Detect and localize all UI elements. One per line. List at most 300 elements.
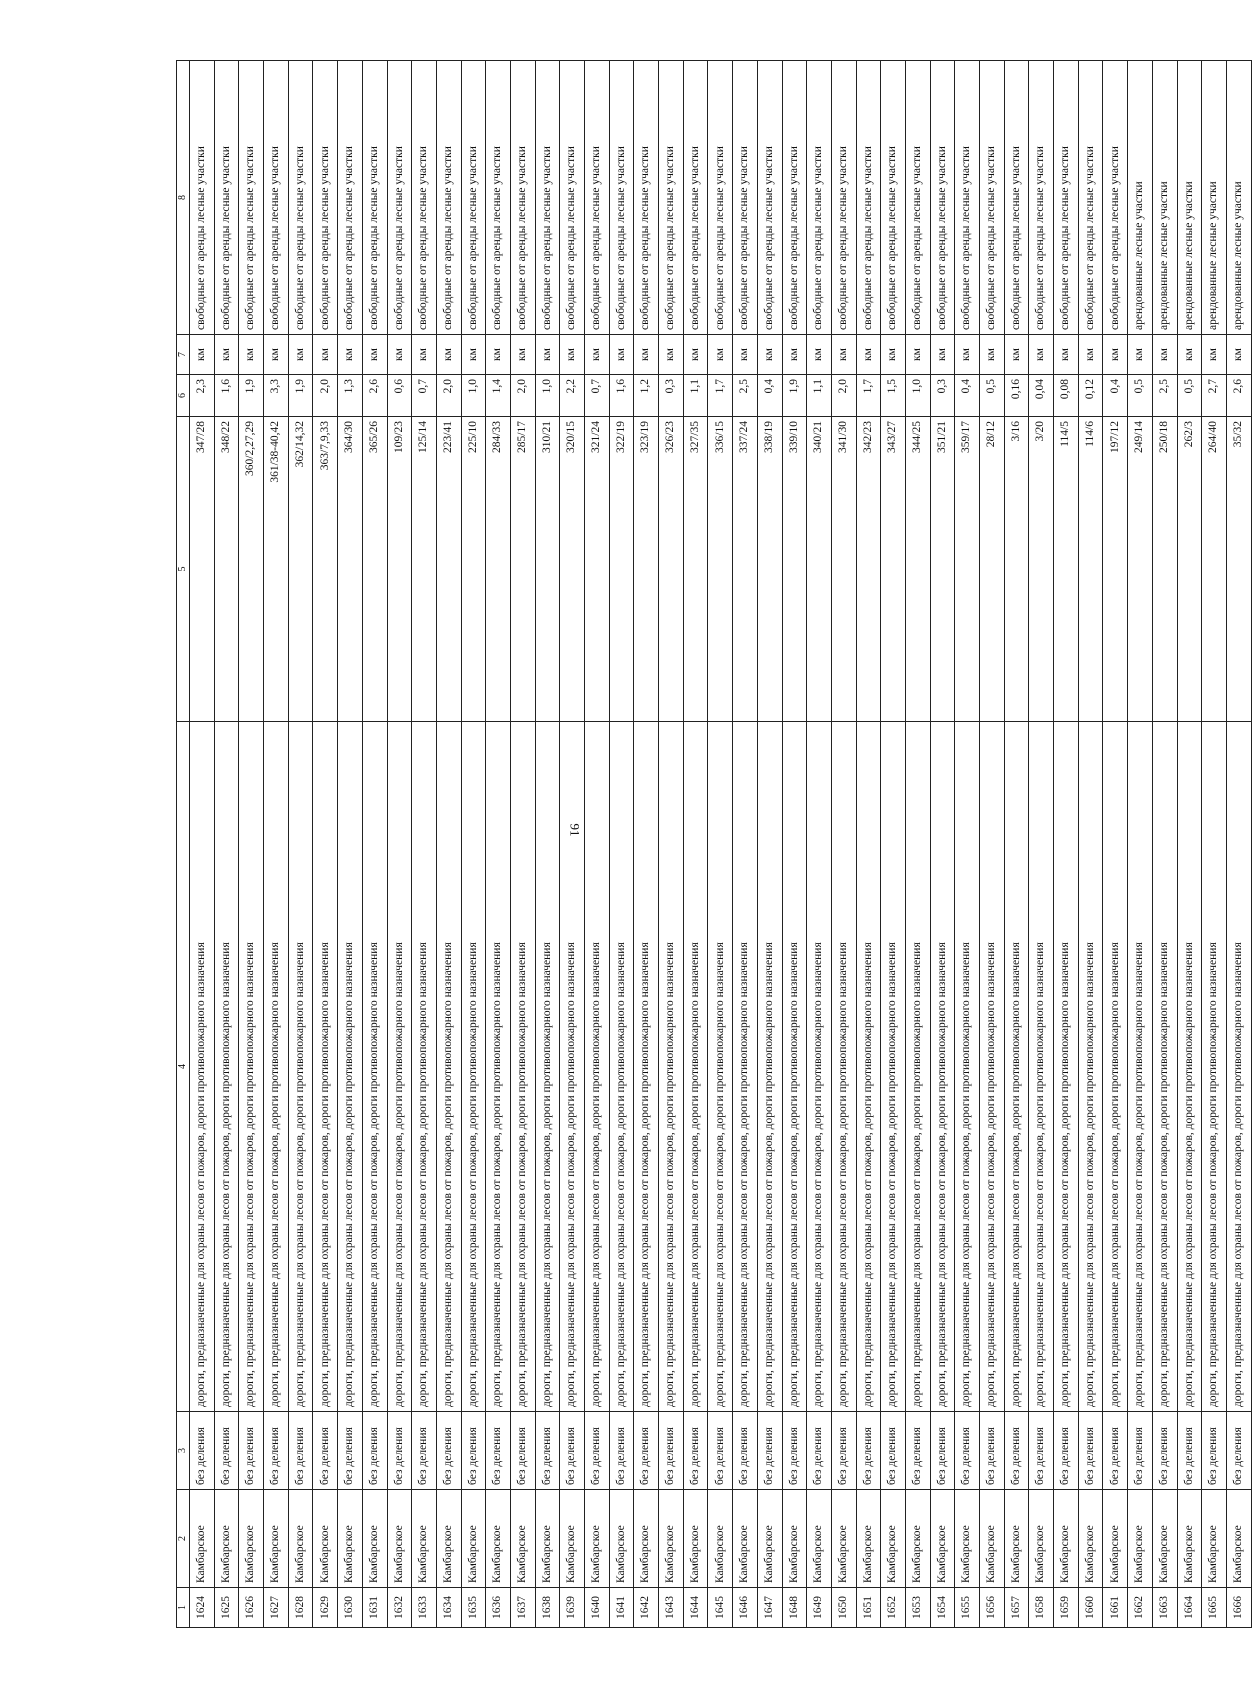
table-row [1177, 61, 1202, 1628]
district-cell: без деления [1078, 1412, 1103, 1490]
forestry-cell: Камбарское [905, 1490, 930, 1588]
table-row [609, 61, 634, 1628]
status-cell: арендованные лесные участки [1177, 61, 1202, 335]
purpose-cell: дороги, предназначенные для охраны лесов от пожаров, дороги противопожарного назначения [560, 722, 585, 1412]
status-cell: свободные от аренды лесные участки [560, 61, 585, 335]
purpose-cell: дороги, предназначенные для охраны лесов от пожаров, дороги противопожарного назначения [980, 722, 1005, 1412]
table-row [1004, 61, 1029, 1628]
purpose-cell: дороги, предназначенные для охраны лесов от пожаров, дороги противопожарного назначения [486, 722, 511, 1412]
purpose-cell: дороги, предназначенные для охраны лесов от пожаров, дороги противопожарного назначения [362, 722, 387, 1412]
forestry-cell: Камбарское [930, 1490, 955, 1588]
unit-cell: км [190, 335, 215, 375]
row-number-cell: 1653 [905, 1588, 930, 1628]
district-cell: без деления [1177, 1412, 1202, 1490]
unit-cell: км [535, 335, 560, 375]
quarter-cell: 3/16 [1004, 417, 1029, 722]
status-cell: свободные от аренды лесные участки [807, 61, 832, 335]
quarter-cell: 361/38-40,42 [264, 417, 289, 722]
length-cell: 2,0 [510, 375, 535, 417]
status-cell: свободные от аренды лесные участки [856, 61, 881, 335]
length-cell: 1,3 [338, 375, 363, 417]
table-row [338, 61, 363, 1628]
quarter-cell: 351/21 [930, 417, 955, 722]
length-cell: 1,9 [782, 375, 807, 417]
forestry-cell: Камбарское [1029, 1490, 1054, 1588]
register-sheet [176, 61, 1244, 1628]
status-cell: свободные от аренды лесные участки [955, 61, 980, 335]
quarter-cell: 337/24 [733, 417, 758, 722]
quarter-cell: 310/21 [535, 417, 560, 722]
unit-cell: км [461, 335, 486, 375]
row-number-cell: 1625 [214, 1588, 239, 1628]
district-cell: без деления [881, 1412, 906, 1490]
purpose-cell: дороги, предназначенные для охраны лесов от пожаров, дороги противопожарного назначения [264, 722, 289, 1412]
district-cell: без деления [1054, 1412, 1079, 1490]
status-cell: свободные от аренды лесные участки [782, 61, 807, 335]
purpose-cell: дороги, предназначенные для охраны лесов от пожаров, дороги противопожарного назначения [436, 722, 461, 1412]
district-cell: без деления [708, 1412, 733, 1490]
status-cell: свободные от аренды лесные участки [757, 61, 782, 335]
status-cell: свободные от аренды лесные участки [239, 61, 264, 335]
purpose-cell: дороги, предназначенные для охраны лесов от пожаров, дороги противопожарного назначения [1226, 722, 1251, 1412]
row-number-cell: 1629 [313, 1588, 338, 1628]
unit-cell: км [1103, 335, 1128, 375]
forestry-cell: Камбарское [190, 1490, 215, 1588]
district-cell: без деления [338, 1412, 363, 1490]
length-cell: 2,2 [560, 375, 585, 417]
unit-cell: км [264, 335, 289, 375]
row-number-cell: 1626 [239, 1588, 264, 1628]
district-cell: без деления [1226, 1412, 1251, 1490]
length-cell: 1,6 [609, 375, 634, 417]
district-cell: без деления [214, 1412, 239, 1490]
row-number-cell: 1663 [1152, 1588, 1177, 1628]
length-cell: 0,5 [1128, 375, 1153, 417]
purpose-cell: дороги, предназначенные для охраны лесов от пожаров, дороги противопожарного назначения [683, 722, 708, 1412]
unit-cell: км [881, 335, 906, 375]
unit-cell: км [708, 335, 733, 375]
quarter-cell: 348/22 [214, 417, 239, 722]
unit-cell: км [1152, 335, 1177, 375]
length-cell: 0,12 [1078, 375, 1103, 417]
district-cell: без деления [683, 1412, 708, 1490]
unit-cell: км [338, 335, 363, 375]
quarter-cell: 225/10 [461, 417, 486, 722]
forestry-cell: Камбарское [1103, 1490, 1128, 1588]
table-row [214, 61, 239, 1628]
row-number-cell: 1645 [708, 1588, 733, 1628]
table-row [1226, 61, 1251, 1628]
status-cell: свободные от аренды лесные участки [264, 61, 289, 335]
district-cell: без деления [239, 1412, 264, 1490]
forestry-cell: Камбарское [856, 1490, 881, 1588]
table-row [659, 61, 684, 1628]
quarter-cell: 109/23 [387, 417, 412, 722]
length-cell: 1,2 [634, 375, 659, 417]
unit-cell: км [1177, 335, 1202, 375]
status-cell: свободные от аренды лесные участки [461, 61, 486, 335]
unit-cell: км [1226, 335, 1251, 375]
purpose-cell: дороги, предназначенные для охраны лесов от пожаров, дороги противопожарного назначения [510, 722, 535, 1412]
length-cell: 2,5 [1152, 375, 1177, 417]
table-row [264, 61, 289, 1628]
table-row [535, 61, 560, 1628]
district-cell: без деления [1103, 1412, 1128, 1490]
quarter-cell: 114/5 [1054, 417, 1079, 722]
purpose-cell: дороги, предназначенные для охраны лесов от пожаров, дороги противопожарного назначения [757, 722, 782, 1412]
quarter-cell: 125/14 [412, 417, 437, 722]
row-number-cell: 1627 [264, 1588, 289, 1628]
forestry-cell: Камбарское [362, 1490, 387, 1588]
unit-cell: км [905, 335, 930, 375]
purpose-cell: дороги, предназначенные для охраны лесов от пожаров, дороги противопожарного назначения [239, 722, 264, 1412]
table-row [585, 61, 610, 1628]
column-header: 2 [177, 1490, 190, 1588]
purpose-cell: дороги, предназначенные для охраны лесов от пожаров, дороги противопожарного назначения [1054, 722, 1079, 1412]
forestry-cell: Камбарское [980, 1490, 1005, 1588]
length-cell: 2,0 [313, 375, 338, 417]
district-cell: без деления [757, 1412, 782, 1490]
quarter-cell: 3/20 [1029, 417, 1054, 722]
quarter-cell: 323/19 [634, 417, 659, 722]
forestry-cell: Камбарское [436, 1490, 461, 1588]
status-cell: свободные от аренды лесные участки [634, 61, 659, 335]
quarter-cell: 342/23 [856, 417, 881, 722]
purpose-cell: дороги, предназначенные для охраны лесов от пожаров, дороги противопожарного назначения [881, 722, 906, 1412]
table-row [190, 61, 215, 1628]
status-cell: свободные от аренды лесные участки [436, 61, 461, 335]
status-cell: свободные от аренды лесные участки [338, 61, 363, 335]
forestry-cell: Камбарское [461, 1490, 486, 1588]
unit-cell: км [659, 335, 684, 375]
quarter-cell: 264/40 [1202, 417, 1227, 722]
quarter-cell: 262/3 [1177, 417, 1202, 722]
row-number-cell: 1643 [659, 1588, 684, 1628]
forestry-cell: Камбарское [1226, 1490, 1251, 1588]
quarter-cell: 341/30 [831, 417, 856, 722]
row-number-cell: 1665 [1202, 1588, 1227, 1628]
table-row [930, 61, 955, 1628]
unit-cell: км [313, 335, 338, 375]
length-cell: 1,0 [535, 375, 560, 417]
status-cell: свободные от аренды лесные участки [905, 61, 930, 335]
forestry-cell: Камбарское [288, 1490, 313, 1588]
unit-cell: км [1004, 335, 1029, 375]
status-cell: свободные от аренды лесные участки [659, 61, 684, 335]
table-row [831, 61, 856, 1628]
row-number-cell: 1657 [1004, 1588, 1029, 1628]
unit-cell: км [486, 335, 511, 375]
district-cell: без деления [264, 1412, 289, 1490]
purpose-cell: дороги, предназначенные для охраны лесов от пожаров, дороги противопожарного назначения [585, 722, 610, 1412]
length-cell: 2,5 [733, 375, 758, 417]
purpose-cell: дороги, предназначенные для охраны лесов от пожаров, дороги противопожарного назначения [214, 722, 239, 1412]
district-cell: без деления [288, 1412, 313, 1490]
row-number-cell: 1635 [461, 1588, 486, 1628]
table-row [856, 61, 881, 1628]
length-cell: 3,3 [264, 375, 289, 417]
row-number-cell: 1636 [486, 1588, 511, 1628]
column-header: 1 [177, 1588, 190, 1628]
unit-cell: км [436, 335, 461, 375]
forestry-cell: Камбарское [1054, 1490, 1079, 1588]
status-cell: свободные от аренды лесные участки [387, 61, 412, 335]
row-number-cell: 1624 [190, 1588, 215, 1628]
row-number-cell: 1641 [609, 1588, 634, 1628]
forestry-cell: Камбарское [412, 1490, 437, 1588]
length-cell: 1,1 [683, 375, 708, 417]
row-number-cell: 1651 [856, 1588, 881, 1628]
district-cell: без деления [560, 1412, 585, 1490]
quarter-cell: 365/26 [362, 417, 387, 722]
status-cell: свободные от аренды лесные участки [733, 61, 758, 335]
row-number-cell: 1640 [585, 1588, 610, 1628]
status-cell: свободные от аренды лесные участки [1078, 61, 1103, 335]
forestry-cell: Камбарское [757, 1490, 782, 1588]
length-cell: 1,7 [708, 375, 733, 417]
purpose-cell: дороги, предназначенные для охраны лесов от пожаров, дороги противопожарного назначения [659, 722, 684, 1412]
purpose-cell: дороги, предназначенные для охраны лесов от пожаров, дороги противопожарного назначения [535, 722, 560, 1412]
status-cell: свободные от аренды лесные участки [980, 61, 1005, 335]
length-cell: 0,5 [980, 375, 1005, 417]
length-cell: 2,0 [436, 375, 461, 417]
row-number-cell: 1661 [1103, 1588, 1128, 1628]
column-header: 7 [177, 335, 190, 375]
column-header: 4 [177, 722, 190, 1412]
forest-roads-table [176, 60, 1252, 1628]
table-row [412, 61, 437, 1628]
district-cell: без деления [659, 1412, 684, 1490]
page-number: 91 [567, 823, 583, 837]
row-number-cell: 1639 [560, 1588, 585, 1628]
district-cell: без деления [362, 1412, 387, 1490]
purpose-cell: дороги, предназначенные для охраны лесов от пожаров, дороги противопожарного назначения [782, 722, 807, 1412]
row-number-cell: 1638 [535, 1588, 560, 1628]
forestry-cell: Камбарское [807, 1490, 832, 1588]
purpose-cell: дороги, предназначенные для охраны лесов от пожаров, дороги противопожарного назначения [1078, 722, 1103, 1412]
unit-cell: км [1029, 335, 1054, 375]
unit-cell: км [807, 335, 832, 375]
table-row [1202, 61, 1227, 1628]
quarter-cell: 339/10 [782, 417, 807, 722]
length-cell: 0,04 [1029, 375, 1054, 417]
length-cell: 1,0 [905, 375, 930, 417]
column-header: 6 [177, 375, 190, 417]
table-row [486, 61, 511, 1628]
unit-cell: км [634, 335, 659, 375]
forestry-cell: Камбарское [535, 1490, 560, 1588]
row-number-cell: 1664 [1177, 1588, 1202, 1628]
purpose-cell: дороги, предназначенные для охраны лесов от пожаров, дороги противопожарного назначения [1128, 722, 1153, 1412]
quarter-cell: 35/32 [1226, 417, 1251, 722]
unit-cell: км [362, 335, 387, 375]
district-cell: без деления [585, 1412, 610, 1490]
forestry-cell: Камбарское [239, 1490, 264, 1588]
forestry-cell: Камбарское [1004, 1490, 1029, 1588]
unit-cell: км [782, 335, 807, 375]
column-number-row [177, 61, 190, 1628]
length-cell: 2,3 [190, 375, 215, 417]
row-number-cell: 1642 [634, 1588, 659, 1628]
quarter-cell: 362/14,32 [288, 417, 313, 722]
unit-cell: км [214, 335, 239, 375]
district-cell: без деления [733, 1412, 758, 1490]
row-number-cell: 1662 [1128, 1588, 1153, 1628]
purpose-cell: дороги, предназначенные для охраны лесов от пожаров, дороги противопожарного назначения [831, 722, 856, 1412]
district-cell: без деления [807, 1412, 832, 1490]
unit-cell: км [1202, 335, 1227, 375]
unit-cell: км [560, 335, 585, 375]
purpose-cell: дороги, предназначенные для охраны лесов от пожаров, дороги противопожарного назначения [1103, 722, 1128, 1412]
district-cell: без деления [1029, 1412, 1054, 1490]
length-cell: 1,6 [214, 375, 239, 417]
quarter-cell: 284/33 [486, 417, 511, 722]
district-cell: без деления [1152, 1412, 1177, 1490]
table-row [881, 61, 906, 1628]
status-cell: свободные от аренды лесные участки [930, 61, 955, 335]
unit-cell: км [585, 335, 610, 375]
forestry-cell: Камбарское [313, 1490, 338, 1588]
forestry-cell: Камбарское [955, 1490, 980, 1588]
status-cell: свободные от аренды лесные участки [831, 61, 856, 335]
district-cell: без деления [190, 1412, 215, 1490]
status-cell: арендованные лесные участки [1202, 61, 1227, 335]
forestry-cell: Камбарское [782, 1490, 807, 1588]
quarter-cell: 223/41 [436, 417, 461, 722]
unit-cell: км [1078, 335, 1103, 375]
length-cell: 1,1 [807, 375, 832, 417]
district-cell: без деления [1202, 1412, 1227, 1490]
district-cell: без деления [782, 1412, 807, 1490]
table-row [980, 61, 1005, 1628]
district-cell: без деления [831, 1412, 856, 1490]
district-cell: без деления [1128, 1412, 1153, 1490]
length-cell: 0,4 [955, 375, 980, 417]
forestry-cell: Камбарское [1128, 1490, 1153, 1588]
length-cell: 0,7 [585, 375, 610, 417]
status-cell: свободные от аренды лесные участки [881, 61, 906, 335]
status-cell: свободные от аренды лесные участки [535, 61, 560, 335]
table-row [782, 61, 807, 1628]
forestry-cell: Камбарское [831, 1490, 856, 1588]
row-number-cell: 1656 [980, 1588, 1005, 1628]
purpose-cell: дороги, предназначенные для охраны лесов от пожаров, дороги противопожарного назначения [856, 722, 881, 1412]
purpose-cell: дороги, предназначенные для охраны лесов от пожаров, дороги противопожарного назначения [905, 722, 930, 1412]
status-cell: свободные от аренды лесные участки [1029, 61, 1054, 335]
unit-cell: км [288, 335, 313, 375]
purpose-cell: дороги, предназначенные для охраны лесов от пожаров, дороги противопожарного назначения [708, 722, 733, 1412]
purpose-cell: дороги, предназначенные для охраны лесов от пожаров, дороги противопожарного назначения [313, 722, 338, 1412]
row-number-cell: 1654 [930, 1588, 955, 1628]
quarter-cell: 285/17 [510, 417, 535, 722]
forestry-cell: Камбарское [659, 1490, 684, 1588]
table-row [955, 61, 980, 1628]
district-cell: без деления [856, 1412, 881, 1490]
purpose-cell: дороги, предназначенные для охраны лесов от пожаров, дороги противопожарного назначения [461, 722, 486, 1412]
unit-cell: км [387, 335, 412, 375]
row-number-cell: 1634 [436, 1588, 461, 1628]
district-cell: без деления [955, 1412, 980, 1490]
quarter-cell: 327/35 [683, 417, 708, 722]
forestry-cell: Камбарское [1202, 1490, 1227, 1588]
quarter-cell: 363/7,9,33 [313, 417, 338, 722]
length-cell: 0,4 [1103, 375, 1128, 417]
unit-cell: км [412, 335, 437, 375]
length-cell: 1,9 [288, 375, 313, 417]
quarter-cell: 114/6 [1078, 417, 1103, 722]
forestry-cell: Камбарское [1078, 1490, 1103, 1588]
district-cell: без деления [930, 1412, 955, 1490]
status-cell: арендованные лесные участки [1226, 61, 1251, 335]
length-cell: 0,3 [659, 375, 684, 417]
status-cell: свободные от аренды лесные участки [362, 61, 387, 335]
row-number-cell: 1655 [955, 1588, 980, 1628]
unit-cell: км [683, 335, 708, 375]
district-cell: без деления [510, 1412, 535, 1490]
purpose-cell: дороги, предназначенные для охраны лесов от пожаров, дороги противопожарного назначения [412, 722, 437, 1412]
table-row [510, 61, 535, 1628]
district-cell: без деления [634, 1412, 659, 1490]
status-cell: свободные от аренды лесные участки [683, 61, 708, 335]
row-number-cell: 1644 [683, 1588, 708, 1628]
status-cell: свободные от аренды лесные участки [486, 61, 511, 335]
quarter-cell: 340/21 [807, 417, 832, 722]
quarter-cell: 338/19 [757, 417, 782, 722]
table-row [239, 61, 264, 1628]
table-row [1103, 61, 1128, 1628]
column-header: 3 [177, 1412, 190, 1490]
status-cell: свободные от аренды лесные участки [1054, 61, 1079, 335]
quarter-cell: 336/15 [708, 417, 733, 722]
column-header: 5 [177, 417, 190, 722]
table-row [362, 61, 387, 1628]
quarter-cell: 320/15 [560, 417, 585, 722]
quarter-cell: 322/19 [609, 417, 634, 722]
length-cell: 1,5 [881, 375, 906, 417]
district-cell: без деления [609, 1412, 634, 1490]
table-row [288, 61, 313, 1628]
quarter-cell: 359/17 [955, 417, 980, 722]
unit-cell: км [239, 335, 264, 375]
quarter-cell: 28/12 [980, 417, 1005, 722]
forestry-cell: Камбарское [264, 1490, 289, 1588]
table-row [560, 61, 585, 1628]
status-cell: арендованные лесные участки [1128, 61, 1153, 335]
length-cell: 2,7 [1202, 375, 1227, 417]
status-cell: арендованные лесные участки [1152, 61, 1177, 335]
table-row [683, 61, 708, 1628]
row-number-cell: 1660 [1078, 1588, 1103, 1628]
unit-cell: км [955, 335, 980, 375]
unit-cell: км [1054, 335, 1079, 375]
status-cell: свободные от аренды лесные участки [510, 61, 535, 335]
table-row [1152, 61, 1177, 1628]
unit-cell: км [856, 335, 881, 375]
unit-cell: км [609, 335, 634, 375]
purpose-cell: дороги, предназначенные для охраны лесов от пожаров, дороги противопожарного назначения [609, 722, 634, 1412]
table-row [708, 61, 733, 1628]
quarter-cell: 249/14 [1128, 417, 1153, 722]
district-cell: без деления [905, 1412, 930, 1490]
row-number-cell: 1647 [757, 1588, 782, 1628]
district-cell: без деления [980, 1412, 1005, 1490]
length-cell: 1,4 [486, 375, 511, 417]
forestry-cell: Камбарское [609, 1490, 634, 1588]
purpose-cell: дороги, предназначенные для охраны лесов от пожаров, дороги противопожарного назначения [1004, 722, 1029, 1412]
purpose-cell: дороги, предназначенные для охраны лесов от пожаров, дороги противопожарного назначения [930, 722, 955, 1412]
unit-cell: км [510, 335, 535, 375]
purpose-cell: дороги, предназначенные для охраны лесов от пожаров, дороги противопожарного назначения [288, 722, 313, 1412]
